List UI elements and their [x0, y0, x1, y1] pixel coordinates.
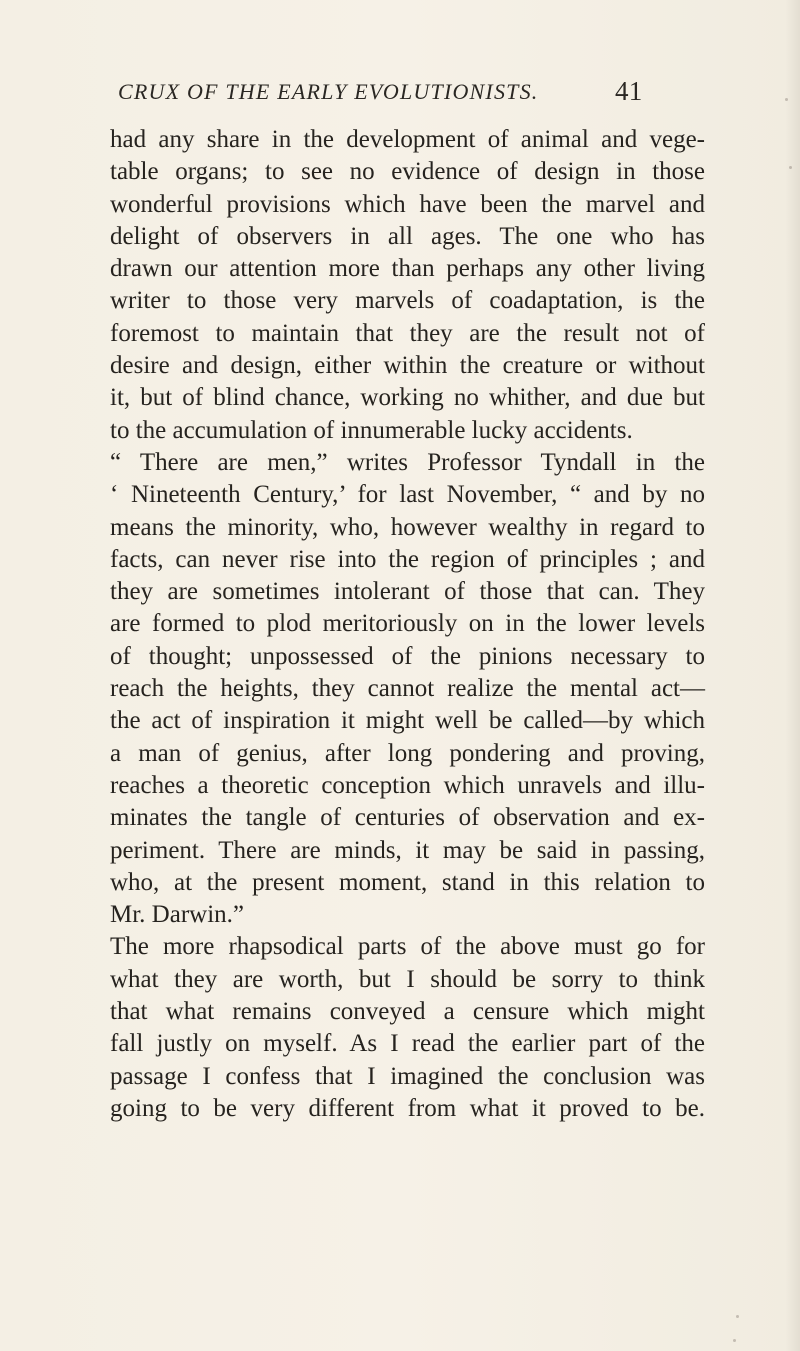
quoted-text-line: facts, can never rise into the region of principles ; and	[110, 545, 705, 573]
text-line: The more rhapsodical parts of the above must go for	[110, 933, 705, 961]
page-edge-shadow	[785, 0, 800, 1351]
quoted-text-line: periment. There are minds, it may be said in passing,	[110, 836, 705, 864]
quoted-text-line: are formed to plod meritoriously on in the lower levels	[110, 610, 705, 638]
quoted-text-line: a man of genius, after long pondering and proving,	[110, 739, 705, 767]
text-line: writer to those very marvels of coadaptation, is the	[110, 287, 705, 315]
text-line: foremost to maintain that they are the result not of	[110, 319, 705, 347]
text-line: delight of observers in all ages. The one who has	[110, 222, 705, 250]
text-line: passage I confess that I imagined the conclusion was	[110, 1062, 705, 1090]
text-line: that what remains conveyed a censure which might	[110, 998, 705, 1026]
quoted-text-line: who, at the present moment, stand in this relation to	[110, 868, 705, 896]
paper-speck	[736, 1315, 739, 1318]
text-line: it, but of blind chance, working no whither, and due but	[110, 384, 705, 412]
paper-speck	[733, 1339, 736, 1342]
quoted-text-line: minates the tangle of centuries of observation and ex-	[110, 804, 705, 832]
text-line: going to be very different from what it proved to be.	[110, 1094, 705, 1122]
text-line: wonderful provisions which have been the marvel and	[110, 190, 705, 218]
text-line: desire and design, either within the creature or without	[110, 352, 705, 380]
text-line: drawn our attention more than perhaps any other living	[110, 255, 705, 283]
text-line: table organs; to see no evidence of design in those	[110, 158, 705, 186]
quoted-text-line: the act of inspiration it might well be called—by which	[110, 707, 705, 735]
text-line: what they are worth, but I should be sorry to think	[110, 965, 705, 993]
page-number: 41	[615, 76, 643, 106]
paragraph-end-line: to the accumulation of innumerable lucky accidents.	[110, 416, 633, 444]
quoted-paragraph-end-line: Mr. Darwin.”	[110, 901, 244, 929]
quoted-text-line: they are sometimes intolerant of those that can. They	[110, 578, 705, 606]
text-line: had any share in the development of animal and vege-	[110, 126, 705, 153]
text-line: fall justly on myself. As I read the earlier part of the	[110, 1030, 705, 1058]
page-header	[108, 76, 800, 112]
running-title: CRUX OF THE EARLY EVOLUTIONISTS.	[118, 79, 539, 104]
quoted-text-line: “ There are men,” writes Professor Tyndall in the	[110, 448, 705, 476]
quoted-text-line: reach the heights, they cannot realize the mental act—	[110, 675, 705, 703]
quoted-text-line: reaches a theoretic conception which unravels and illu-	[110, 771, 705, 799]
body-text	[110, 124, 705, 1125]
quoted-text-line: ‘ Nineteenth Century,’ for last November, “ and by no	[110, 481, 705, 509]
quoted-text-line: means the minority, who, however wealthy in regard to	[110, 513, 705, 541]
quoted-text-line: of thought; unpossessed of the pinions necessary to	[110, 642, 705, 670]
